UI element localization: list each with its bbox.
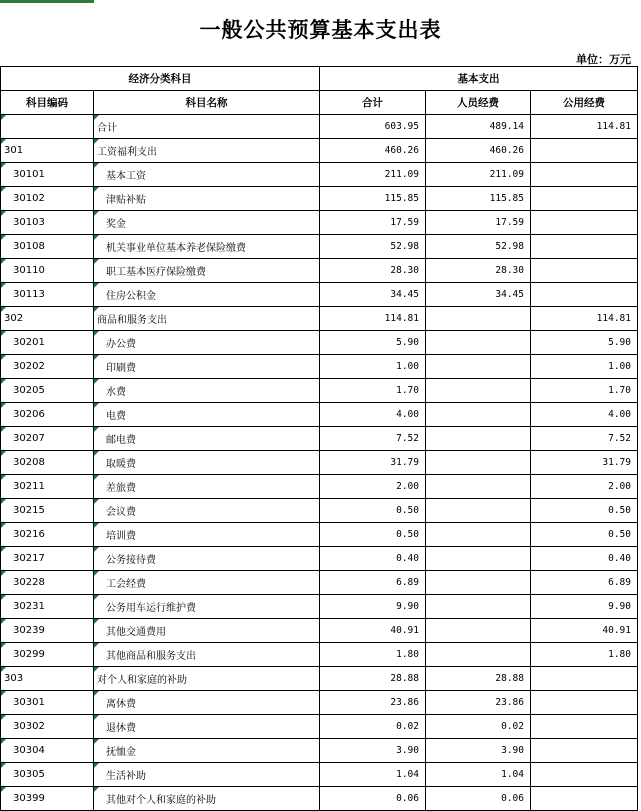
- table-row: [1, 163, 638, 187]
- cell-selection-indicator: [0, 0, 94, 3]
- row-name-cell[interactable]: 取暖费: [94, 451, 320, 475]
- row-personnel-cell[interactable]: [426, 331, 531, 355]
- row-total-cell[interactable]: 0.06: [320, 787, 426, 811]
- row-public-cell[interactable]: 5.90: [531, 331, 638, 355]
- row-public-cell[interactable]: 9.90: [531, 595, 638, 619]
- header-row-2: [1, 91, 638, 115]
- row-name-cell[interactable]: 其他商品和服务支出: [94, 643, 320, 667]
- row-personnel-cell[interactable]: [426, 547, 531, 571]
- row-personnel-cell[interactable]: [426, 643, 531, 667]
- row-personnel-cell[interactable]: 28.88: [426, 667, 531, 691]
- table-row: [1, 187, 638, 211]
- row-code-cell[interactable]: 301: [1, 139, 94, 163]
- row-code-cell[interactable]: 30201: [1, 331, 94, 355]
- row-total-cell[interactable]: 40.91: [320, 619, 426, 643]
- row-name-cell[interactable]: 机关事业单位基本养老保险缴费: [94, 235, 320, 259]
- header-econ-class: 经济分类科目: [1, 67, 320, 91]
- row-total-cell[interactable]: 7.52: [320, 427, 426, 451]
- row-total-cell[interactable]: 4.00: [320, 403, 426, 427]
- table-row: [1, 643, 638, 667]
- row-public-cell[interactable]: [531, 259, 638, 283]
- row-code-cell[interactable]: 30208: [1, 451, 94, 475]
- row-name-cell[interactable]: 邮电费: [94, 427, 320, 451]
- row-public-cell[interactable]: [531, 235, 638, 259]
- row-public-cell[interactable]: 7.52: [531, 427, 638, 451]
- row-personnel-cell[interactable]: [426, 475, 531, 499]
- row-code-cell[interactable]: 30228: [1, 571, 94, 595]
- row-code-cell[interactable]: 30103: [1, 211, 94, 235]
- row-total-cell[interactable]: 0.02: [320, 715, 426, 739]
- row-name-cell[interactable]: 职工基本医疗保险缴费: [94, 259, 320, 283]
- row-total-cell[interactable]: 52.98: [320, 235, 426, 259]
- row-code-cell[interactable]: 30302: [1, 715, 94, 739]
- row-public-cell[interactable]: [531, 739, 638, 763]
- row-personnel-cell[interactable]: 0.06: [426, 787, 531, 811]
- row-code-cell[interactable]: 30239: [1, 619, 94, 643]
- row-total-cell[interactable]: 460.26: [320, 139, 426, 163]
- row-public-cell[interactable]: 2.00: [531, 475, 638, 499]
- table-row: [1, 259, 638, 283]
- row-name-cell[interactable]: 生活补助: [94, 763, 320, 787]
- header-basic-exp: 基本支出: [320, 67, 638, 91]
- table-row: [1, 787, 638, 811]
- row-public-cell[interactable]: 1.80: [531, 643, 638, 667]
- row-public-cell[interactable]: 1.70: [531, 379, 638, 403]
- header-row-1: [1, 67, 638, 91]
- row-code-cell[interactable]: 30299: [1, 643, 94, 667]
- row-personnel-cell[interactable]: 489.14: [426, 115, 531, 139]
- row-code-cell[interactable]: 30207: [1, 427, 94, 451]
- row-name-cell[interactable]: 差旅费: [94, 475, 320, 499]
- row-public-cell[interactable]: 0.40: [531, 547, 638, 571]
- row-public-cell[interactable]: 40.91: [531, 619, 638, 643]
- row-name-cell[interactable]: 其他对个人和家庭的补助: [94, 787, 320, 811]
- row-name-cell[interactable]: 住房公积金: [94, 283, 320, 307]
- table-row: [1, 379, 638, 403]
- row-name-cell[interactable]: 公务接待费: [94, 547, 320, 571]
- table-row: [1, 403, 638, 427]
- row-total-cell[interactable]: 0.50: [320, 523, 426, 547]
- row-name-cell[interactable]: 合计: [94, 115, 320, 139]
- row-code-cell[interactable]: 302: [1, 307, 94, 331]
- row-personnel-cell[interactable]: 115.85: [426, 187, 531, 211]
- row-personnel-cell[interactable]: 460.26: [426, 139, 531, 163]
- row-personnel-cell[interactable]: [426, 355, 531, 379]
- row-public-cell[interactable]: [531, 283, 638, 307]
- row-name-cell[interactable]: 基本工资: [94, 163, 320, 187]
- row-total-cell[interactable]: 211.09: [320, 163, 426, 187]
- row-personnel-cell[interactable]: [426, 427, 531, 451]
- row-public-cell[interactable]: [531, 139, 638, 163]
- row-personnel-cell[interactable]: 28.30: [426, 259, 531, 283]
- table-row: [1, 211, 638, 235]
- row-total-cell[interactable]: 0.50: [320, 499, 426, 523]
- row-total-cell[interactable]: 5.90: [320, 331, 426, 355]
- row-total-cell[interactable]: 6.89: [320, 571, 426, 595]
- row-code-cell[interactable]: 30102: [1, 187, 94, 211]
- row-code-cell[interactable]: 30108: [1, 235, 94, 259]
- row-total-cell[interactable]: 1.80: [320, 643, 426, 667]
- table-row: [1, 115, 638, 139]
- row-personnel-cell[interactable]: [426, 571, 531, 595]
- row-total-cell[interactable]: 28.30: [320, 259, 426, 283]
- row-name-cell[interactable]: 印刷费: [94, 355, 320, 379]
- row-code-cell[interactable]: 30211: [1, 475, 94, 499]
- page-title: 一般公共预算基本支出表: [199, 17, 442, 42]
- row-code-cell[interactable]: 30217: [1, 547, 94, 571]
- row-name-cell[interactable]: 水费: [94, 379, 320, 403]
- table-row: [1, 715, 638, 739]
- row-public-cell[interactable]: [531, 715, 638, 739]
- row-personnel-cell[interactable]: [426, 619, 531, 643]
- row-code-cell[interactable]: 30304: [1, 739, 94, 763]
- table-row: [1, 571, 638, 595]
- row-code-cell[interactable]: 30205: [1, 379, 94, 403]
- row-code-cell[interactable]: 30231: [1, 595, 94, 619]
- table-row: [1, 739, 638, 763]
- row-personnel-cell[interactable]: 17.59: [426, 211, 531, 235]
- row-total-cell[interactable]: 1.00: [320, 355, 426, 379]
- row-personnel-cell[interactable]: [426, 595, 531, 619]
- row-total-cell[interactable]: 28.88: [320, 667, 426, 691]
- row-code-cell[interactable]: 30206: [1, 403, 94, 427]
- row-code-cell[interactable]: 303: [1, 667, 94, 691]
- row-name-cell[interactable]: 办公费: [94, 331, 320, 355]
- row-public-cell[interactable]: 0.50: [531, 499, 638, 523]
- row-public-cell[interactable]: [531, 211, 638, 235]
- row-code-cell[interactable]: 30113: [1, 283, 94, 307]
- row-public-cell[interactable]: [531, 763, 638, 787]
- row-public-cell[interactable]: [531, 667, 638, 691]
- table-row: [1, 331, 638, 355]
- row-personnel-cell[interactable]: [426, 451, 531, 475]
- row-name-cell[interactable]: 工会经费: [94, 571, 320, 595]
- header-name: 科目名称: [94, 91, 320, 115]
- table-row: [1, 595, 638, 619]
- row-total-cell[interactable]: 31.79: [320, 451, 426, 475]
- row-code-cell[interactable]: 30110: [1, 259, 94, 283]
- row-personnel-cell[interactable]: 0.02: [426, 715, 531, 739]
- header-total: 合计: [320, 91, 426, 115]
- table-row: [1, 763, 638, 787]
- row-name-cell[interactable]: 工资福利支出: [94, 139, 320, 163]
- table-row: [1, 307, 638, 331]
- table-row: [1, 547, 638, 571]
- row-total-cell[interactable]: 1.70: [320, 379, 426, 403]
- row-code-cell[interactable]: 30216: [1, 523, 94, 547]
- row-personnel-cell[interactable]: [426, 379, 531, 403]
- row-total-cell[interactable]: 23.86: [320, 691, 426, 715]
- row-total-cell[interactable]: 114.81: [320, 307, 426, 331]
- row-total-cell[interactable]: 1.04: [320, 763, 426, 787]
- row-personnel-cell[interactable]: 1.04: [426, 763, 531, 787]
- row-personnel-cell[interactable]: 3.90: [426, 739, 531, 763]
- header-code: 科目编码: [1, 91, 94, 115]
- expenditure-table: [0, 66, 638, 811]
- table-row: [1, 427, 638, 451]
- unit-label: 单位：万元: [576, 53, 631, 66]
- row-name-cell[interactable]: 对个人和家庭的补助: [94, 667, 320, 691]
- row-code-cell[interactable]: 30215: [1, 499, 94, 523]
- row-code-cell[interactable]: 30305: [1, 763, 94, 787]
- row-code-cell[interactable]: 30399: [1, 787, 94, 811]
- row-public-cell[interactable]: 4.00: [531, 403, 638, 427]
- row-public-cell[interactable]: 0.50: [531, 523, 638, 547]
- row-total-cell[interactable]: 115.85: [320, 187, 426, 211]
- row-personnel-cell[interactable]: 211.09: [426, 163, 531, 187]
- table-row: [1, 691, 638, 715]
- row-total-cell[interactable]: 34.45: [320, 283, 426, 307]
- row-personnel-cell[interactable]: [426, 499, 531, 523]
- row-total-cell[interactable]: 2.00: [320, 475, 426, 499]
- row-personnel-cell[interactable]: [426, 307, 531, 331]
- row-code-cell[interactable]: 30202: [1, 355, 94, 379]
- row-public-cell[interactable]: 31.79: [531, 451, 638, 475]
- row-public-cell[interactable]: [531, 787, 638, 811]
- row-total-cell[interactable]: 17.59: [320, 211, 426, 235]
- row-public-cell[interactable]: [531, 691, 638, 715]
- row-code-cell[interactable]: [1, 115, 94, 139]
- row-code-cell[interactable]: 30101: [1, 163, 94, 187]
- row-name-cell[interactable]: 电费: [94, 403, 320, 427]
- table-row: [1, 523, 638, 547]
- row-code-cell[interactable]: 30301: [1, 691, 94, 715]
- table-row: [1, 475, 638, 499]
- row-public-cell[interactable]: 114.81: [531, 115, 638, 139]
- row-public-cell[interactable]: 6.89: [531, 571, 638, 595]
- row-name-cell[interactable]: 其他交通费用: [94, 619, 320, 643]
- table-row: [1, 499, 638, 523]
- row-name-cell[interactable]: 奖金: [94, 211, 320, 235]
- table-row: [1, 139, 638, 163]
- row-name-cell[interactable]: 公务用车运行维护费: [94, 595, 320, 619]
- row-total-cell[interactable]: 603.95: [320, 115, 426, 139]
- table-row: [1, 451, 638, 475]
- row-name-cell[interactable]: 抚恤金: [94, 739, 320, 763]
- row-name-cell[interactable]: 退休费: [94, 715, 320, 739]
- row-name-cell[interactable]: 商品和服务支出: [94, 307, 320, 331]
- row-public-cell[interactable]: [531, 187, 638, 211]
- row-total-cell[interactable]: 9.90: [320, 595, 426, 619]
- row-personnel-cell[interactable]: 52.98: [426, 235, 531, 259]
- row-personnel-cell[interactable]: 23.86: [426, 691, 531, 715]
- row-public-cell[interactable]: 114.81: [531, 307, 638, 331]
- table-row: [1, 283, 638, 307]
- row-name-cell[interactable]: 离休费: [94, 691, 320, 715]
- row-name-cell[interactable]: 培训费: [94, 523, 320, 547]
- row-name-cell[interactable]: 津贴补贴: [94, 187, 320, 211]
- row-public-cell[interactable]: 1.00: [531, 355, 638, 379]
- row-personnel-cell[interactable]: 34.45: [426, 283, 531, 307]
- table-row: [1, 355, 638, 379]
- row-name-cell[interactable]: 会议费: [94, 499, 320, 523]
- row-personnel-cell[interactable]: [426, 403, 531, 427]
- row-total-cell[interactable]: 0.40: [320, 547, 426, 571]
- row-total-cell[interactable]: 3.90: [320, 739, 426, 763]
- header-personnel: 人员经费: [426, 91, 531, 115]
- table-row: [1, 235, 638, 259]
- table-row: [1, 619, 638, 643]
- row-personnel-cell[interactable]: [426, 523, 531, 547]
- table-row: [1, 667, 638, 691]
- row-public-cell[interactable]: [531, 163, 638, 187]
- header-public: 公用经费: [531, 91, 638, 115]
